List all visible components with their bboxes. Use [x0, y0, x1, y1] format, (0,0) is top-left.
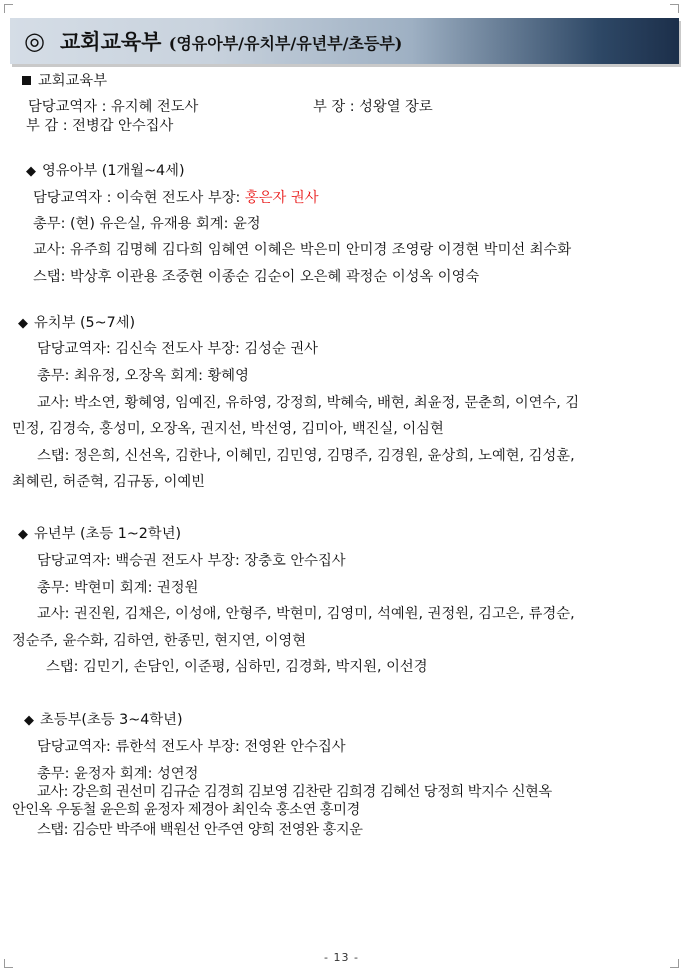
- dept-pastor: 담당교역자 : 유지혜 전도사: [28, 99, 199, 115]
- elementary-teachers: 교사: 강은희 권선미 김규순 김경희 김보영 김찬란 김희경 김혜선 당정희 박지수 신현옥: [37, 784, 552, 800]
- diamond-bullet-icon: ◆: [18, 527, 28, 542]
- junior-heading: [18, 524, 181, 545]
- junior-general: 총무: 박현미 회계: 권정원: [37, 580, 199, 596]
- dept-heading: [22, 71, 107, 91]
- junior-teachers: 교사: 권진원, 김채은, 이성애, 안형주, 박현미, 김영미, 석예원, 권정원, 김고은, 류경순,: [37, 606, 575, 622]
- kinder-pastor: 담당교역자: 김신숙 전도사 부장: 김성순 권사: [37, 341, 318, 357]
- infant-heading-text: 영유아부 (1개월~4세): [42, 163, 185, 179]
- diamond-bullet-icon: ◆: [26, 164, 36, 179]
- bullseye-icon: ◎: [24, 27, 45, 55]
- kinder-teachers: 교사: 박소연, 황혜영, 임예진, 유하영, 강정희, 박혜숙, 배현, 최윤정, 문춘희, 이연수, 김: [37, 395, 580, 411]
- banner-title-text: 교회교육부: [60, 29, 162, 54]
- junior-pastor: 담당교역자: 백승권 전도사 부장: 장충호 안수집사: [37, 553, 346, 569]
- infant-teachers: 교사: 유주희 김명혜 김다희 임혜연 이혜은 박은미 안미경 조영랑 이경현 박미선 최수화: [33, 242, 572, 258]
- square-bullet-icon: [22, 76, 31, 85]
- diamond-bullet-icon: ◆: [24, 713, 34, 728]
- infant-staff: 스탭: 박상후 이관용 조중현 이종순 김순이 오은혜 곽정순 이성옥 이영숙: [33, 269, 480, 285]
- banner-title: [60, 28, 402, 58]
- elementary-teachers-cont: 안인옥 우동철 윤은희 윤정자 제경아 최인숙 홍소연 홍미경: [12, 802, 360, 818]
- elementary-heading-text: 초등부(초등 3~4학년): [40, 712, 183, 728]
- junior-staff: 스탭: 김민기, 손담인, 이준평, 심하민, 김경화, 박지원, 이선경: [46, 659, 428, 675]
- infant-heading: [26, 161, 185, 182]
- diamond-bullet-icon: ◆: [18, 316, 28, 331]
- junior-teachers-cont: 정순주, 윤수화, 김하연, 한종민, 현지연, 이영현: [12, 633, 307, 649]
- page-number: - 13 -: [324, 951, 359, 964]
- infant-pastor-text: 담당교역자 : 이숙현 전도사 부장:: [33, 190, 245, 206]
- kinder-heading-text: 유치부 (5~7세): [34, 315, 136, 331]
- kinder-staff: 스탭: 정은희, 신선옥, 김한나, 이혜민, 김민영, 김명주, 김경원, 윤상희, 노예현, 김성훈,: [37, 448, 575, 464]
- elementary-general: 총무: 윤정자 회계: 성연정: [37, 766, 199, 782]
- kinder-heading: [18, 313, 135, 334]
- elementary-pastor: 담당교역자: 류한석 전도사 부장: 전영완 안수집사: [37, 739, 346, 755]
- infant-pastor: [33, 188, 319, 208]
- dept-heading-text: 교회교육부: [38, 73, 108, 89]
- junior-heading-text: 유년부 (초등 1~2학년): [34, 526, 182, 542]
- title-banner: [10, 18, 679, 64]
- kinder-general: 총무: 최유정, 오장옥 회계: 황혜영: [37, 368, 249, 384]
- kinder-staff-cont: 최혜린, 허준혁, 김규동, 이예빈: [12, 474, 205, 490]
- infant-general: 총무: (현) 유은실, 유재용 회계: 윤정: [33, 216, 261, 232]
- dept-head: 부 장 : 성왕열 장로: [313, 99, 433, 115]
- elementary-staff: 스탭: 김승만 박주애 백원선 안주연 양희 전영완 홍지운: [37, 822, 363, 838]
- dept-vice: 부 감 : 전병갑 안수집사: [26, 118, 174, 134]
- infant-head-name: 홍은자 권사: [244, 190, 319, 206]
- banner-subtitle: (영유아부/유치부/유년부/초등부): [168, 34, 403, 53]
- corner-mark: [670, 4, 679, 13]
- elementary-heading: [24, 710, 183, 731]
- corner-mark: [4, 4, 13, 13]
- kinder-teachers-cont: 민정, 김경숙, 홍성미, 오장옥, 권지선, 박선영, 김미아, 백진실, 이심현: [12, 421, 444, 437]
